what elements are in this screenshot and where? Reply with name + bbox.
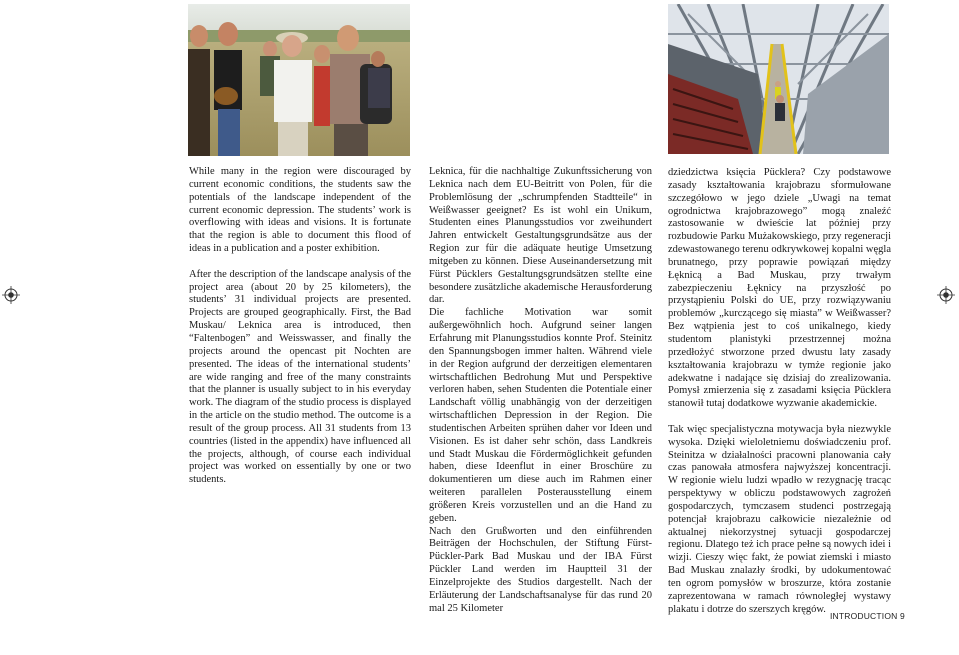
group-photo-illustration — [188, 4, 410, 156]
bridge-photo-illustration — [668, 4, 889, 154]
registration-mark-left-icon — [2, 286, 20, 304]
registration-mark-right-icon — [937, 286, 955, 304]
german-paragraph-2: Die fachliche Motivation war somit außergewöhnlich hoch. Aufgrund seiner langen Erfahrung mit Planungsstudios konnte Prof. Steinitz den Spannungsbogen immer halten. Während viele in der Region aufgrund der derzeitigen elementaren wirtschaftlichen Bedrohung Mut und Perspektive verloren haben, sehen Studenten die Potentiale einer Landschaft völlig unabhängig von der derzeitigen wirtschaftlichen Depression in der Region. Die studentischen Arbeiten sprühen daher vor Ideen und Visionen. Es ist daher sehr schön, dass Landkreis und Stadt Muskau die Fördermöglichkeit gefunden haben, diese Ideenflut in einer Broschüre zu dokumentieren um diese auch im Rahmen einer weiteren parallelen Posterausstellung einem größeren Kreis vorzustellen und an die Hand zu geben. — [429, 307, 652, 524]
english-paragraph-1: While many in the region were discouraged by current economic conditions, the students saw the potentials of the landscape independent of the current economic depression. The students’ work is overflowing with ideas and visions. It is fortunate that the region is able to document this flood of ideas in a publication and a poster exhibition. — [189, 166, 411, 255]
german-paragraph-3: Nach den Grußworten und den einführenden Beiträgen der Hochschulen, der Stiftung Fürst-Pückler-Park Bad Muskau und der IBA Fürst Pückler Land werden im Hauptteil 31 der Einzelprojekte des Studios dargestellt. Nach der Erläuterung der Landschaftsanalyse für das rund 20 mal 25 Kilometer — [429, 525, 652, 614]
polish-paragraph-1: dziedzictwa księcia Pücklera? Czy podstawowe zasady kształtowania krajobrazu sformułowane szczegółowo w jego dziele „Uwagi na temat ogrodnictwa krajobrazowego” mogą znaleźć zastosowanie w dwieście lat później przy rozbudowie Parku Mużakowskiego, przy regeneracji zdewastowanego terenu odkrywkowej kopalni węgla brunatnego, przy poprawie powiązań między Łęknicą a Bad Muskau, przy trwałym zabezpieczeniu Łęknicy na przyszłość po przystąpieniu Polski do UE, przy rozwiązywaniu problemów „kurczącego się miasta” w Weißwasser? Bez wątpienia jest to coś unikalnego, kiedy studentom planistyki przestrzennej można przedłożyć stworzone przed dwustu laty zasady kształtowania krajobrazu w tymże regionie jako adekwatne i nadające się dzisiaj do zrealizowania. Pomysł zmierzenia się z zasadami księcia Pücklera stanowił tutaj dodatkowe wyzwanie akademickie. — [668, 167, 891, 410]
group-photo — [188, 4, 410, 156]
bridge-photo — [668, 4, 889, 154]
english-paragraph-2: After the description of the landscape analysis of the project area (about 20 by 25 kilometers), the students’ 31 individual projects are presented. Projects are grouped geographically. First, the Bad Muskau/ Leknica area is introduced, then “Faltenbogen” and Weisswasser, and finally the projects around the opencast pit Nochten are presented. The ideas of the international students’ are wide ranging and free of the many constraints that the planner is usually subject to in his everyday work. The diagram of the studio process is displayed in the article on the studio method. The outcome is a result of the group process. All 31 students from 13 countries (listed in the appendix) have influenced all the projects, although, of course each individual project was worked on essentially by one or two students. — [189, 268, 411, 486]
english-text-column — [189, 166, 411, 487]
page-footer-label: INTRODUCTION 9 — [829, 611, 905, 621]
polish-text-column — [668, 167, 891, 617]
german-text-column — [429, 166, 652, 616]
polish-paragraph-2: Tak więc specjalistyczna motywacja była niezwykle wysoka. Dzięki wieloletniemu doświadczeniu prof. Steinitza w działalności pracowni planowania cały czas panowała atmosfera najwyższej koncentracji. W regionie wielu ludzi wpadło w rezygnację tracąc perspektywy w obliczu podstawowych zagrożeń gospodarczych, tymczasem studenci postrzegają potencjał krajobrazu całkowicie niezależnie od aktualnej niekorzystnej sytuacji gospodarczej regionu. Dlatego też ich prace pełne są nowych idei i wizji. Cieszy więc fakt, że powiat ziemski i miasto Bad Muskau znalazły środki, by udokumentować ten ogrom pomysłów w broszurze, która zostanie zaprezentowana w ramach równoległej wystawy plakatu i dotrze do szerszych kręgów. — [668, 423, 891, 615]
german-paragraph-1: Leknica, für die nachhaltige Zukunftssicherung von Leknica nach dem EU-Beitritt von Polen, für die Problemlösung der „schrumpfenden Stadtteile“ in Weißwasser geeignet? Es ist wohl ein Unikum, Studenten eines Planungsstudios vor zweihundert Jahren entwickelt Gestaltungsgrundsätze aus der Region zur für die adäquate heutige Umsetzung mitgeben zu können. Diese Auseinandersetzung mit Fürst Pücklers Gestaltungsgrundsätzen stellte eine besondere zusätzliche akademische Herausforderung dar. — [429, 166, 652, 306]
